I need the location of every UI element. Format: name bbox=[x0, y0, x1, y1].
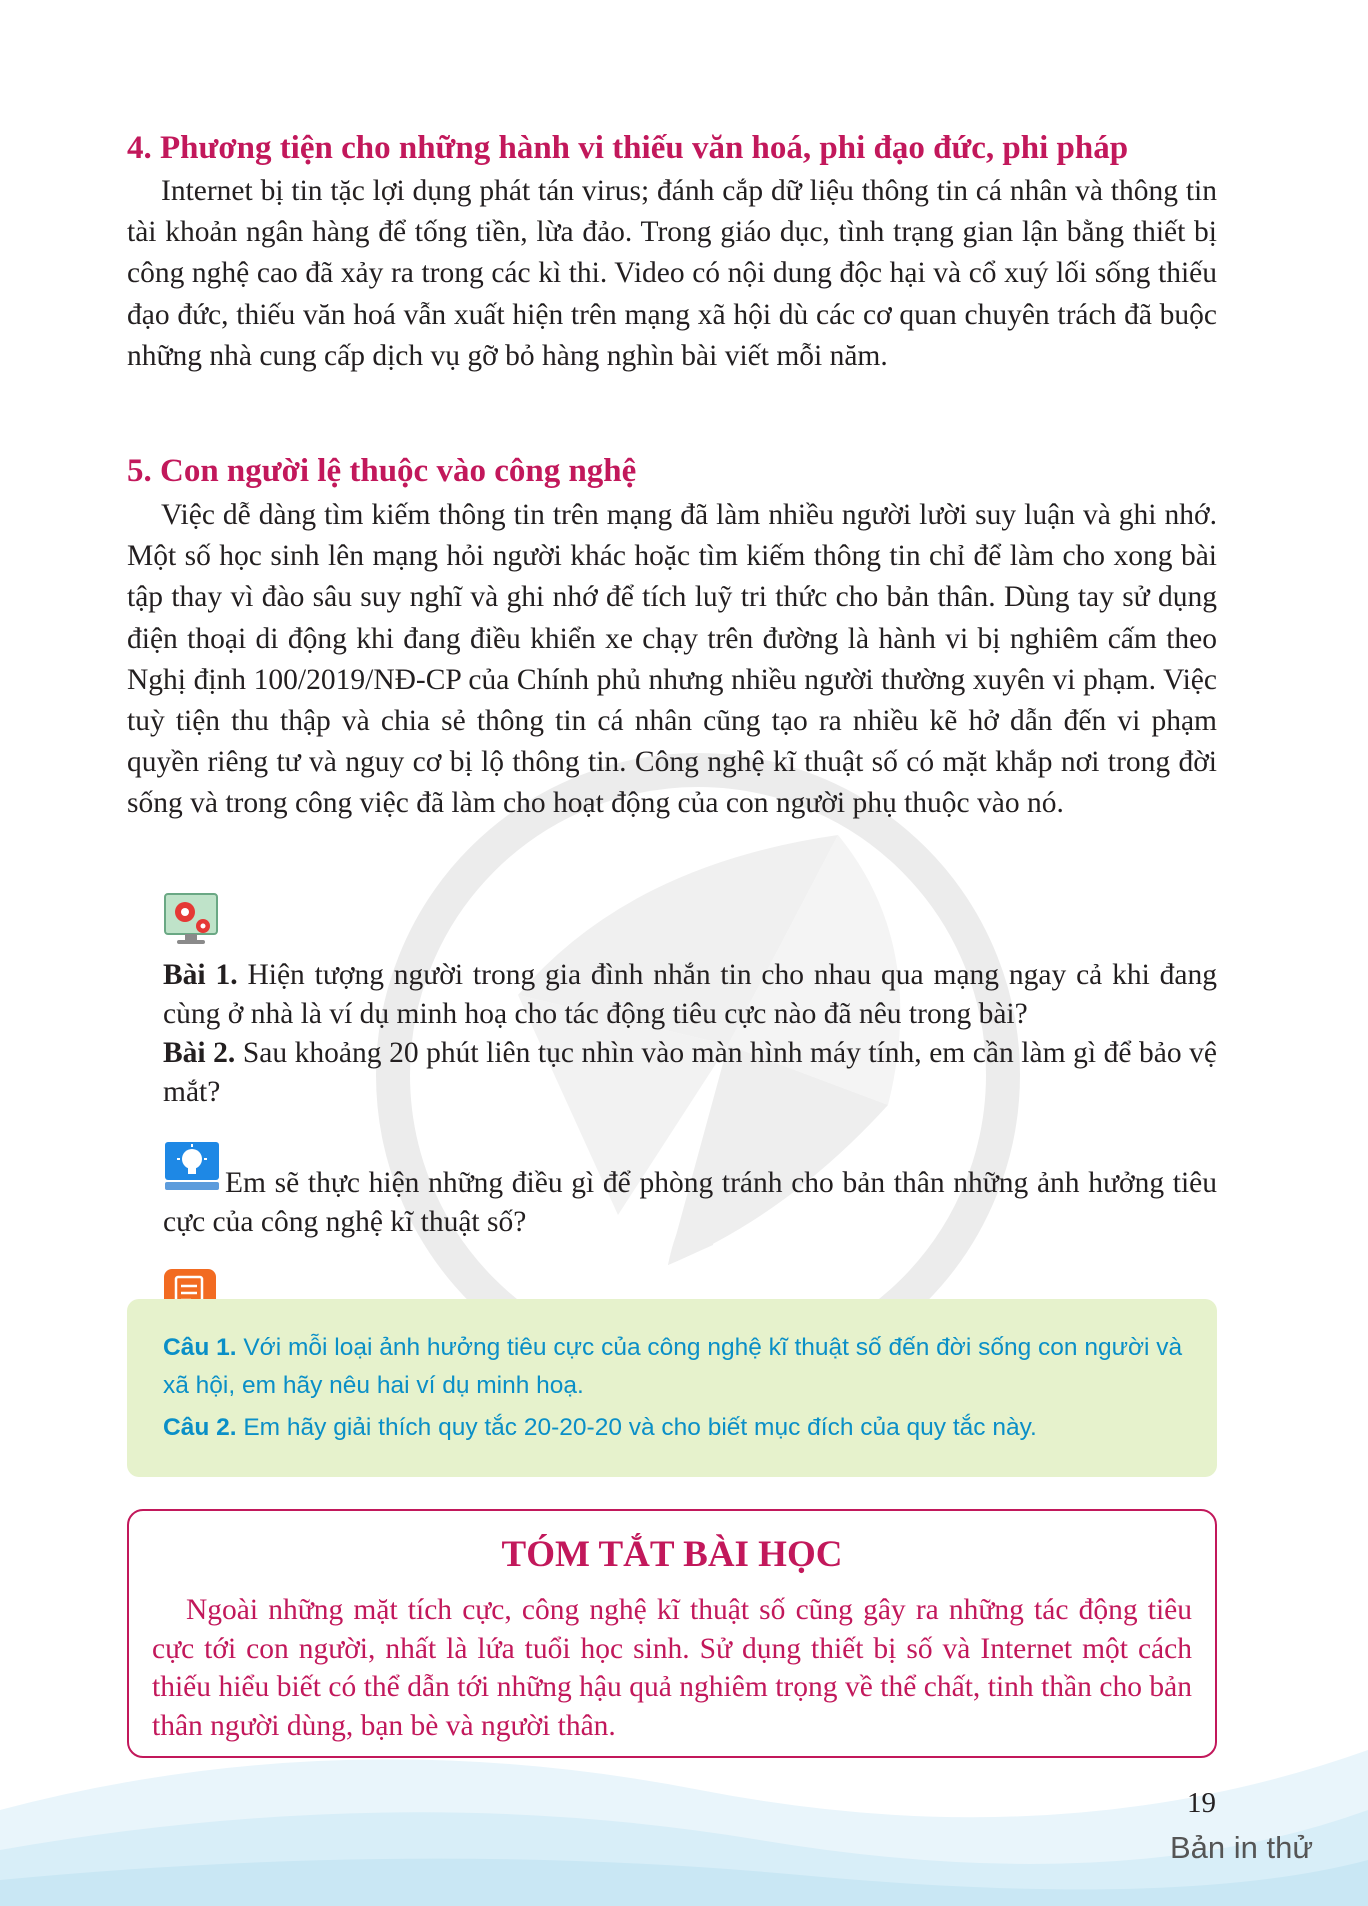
section-4-heading: 4. Phương tiện cho những hành vi thiếu văn hoá, phi đạo đức, phi pháp bbox=[127, 130, 1129, 166]
draft-label: Bản in thử bbox=[1170, 1830, 1314, 1865]
question-2-text: Em hãy giải thích quy tắc 20-20-20 và cho biết mục đích của quy tắc này. bbox=[236, 1414, 1037, 1441]
review-questions-box bbox=[127, 1299, 1217, 1477]
question-1-label: Câu 1. bbox=[163, 1334, 237, 1361]
exercise-2-text: Sau khoảng 20 phút liên tục nhìn vào màn hình máy tính, em cần làm gì để bảo vệ mắt? bbox=[163, 1037, 1217, 1108]
exercise-2-label: Bài 2. bbox=[163, 1037, 236, 1069]
page-number: 19 bbox=[1187, 1787, 1216, 1819]
exercise-1-text: Hiện tượng người trong gia đình nhắn tin cho nhau qua mạng ngay cả khi đang cùng ở nhà là ví dụ minh hoạ cho tác động tiêu cực nào đã nêu trong bài? bbox=[163, 959, 1218, 1030]
section-5-heading: 5. Con người lệ thuộc vào công nghệ bbox=[127, 453, 637, 489]
lesson-summary-box bbox=[127, 1509, 1217, 1758]
question-1 bbox=[163, 1329, 1193, 1405]
section-5-paragraph: Việc dễ dàng tìm kiếm thông tin trên mạng đã làm nhiều người lười suy luận và ghi nhớ. Một số học sinh lên mạng hỏi người khác hoặc tìm kiếm thông tin chỉ để làm cho xong bài tập thay vì đào sâu suy nghĩ và ghi nhớ để tích luỹ tri thức cho bản thân. Dùng tay sử dụng điện thoại di động khi đang điều khiển xe chạy trên đường là hành vi bị nghiêm cấm theo Nghị định 100/2019/NĐ-CP của Chính phủ nhưng nhiều người thường xuyên vi phạm. Việc tuỳ tiện thu thập và chia sẻ thông tin cá nhân cũng tạo ra nhiều kẽ hở dẫn đến vi phạm quyền riêng tư và nguy cơ bị lộ thông tin. Công nghệ kĩ thuật số có mặt khắp nơi trong đời sống và trong công việc đã làm cho hoạt động của con người phụ thuộc vào nó. bbox=[127, 499, 1217, 820]
gear-screen-icon bbox=[163, 892, 219, 948]
question-1-text: Với mỗi loại ảnh hưởng tiêu cực của công nghệ kĩ thuật số đến đời sống con người và xã hội, em hãy nêu hai ví dụ minh hoạ. bbox=[163, 1334, 1183, 1399]
summary-title: TÓM TẮT BÀI HỌC bbox=[501, 1534, 843, 1575]
question-2 bbox=[163, 1409, 1193, 1447]
summary-text: Ngoài những mặt tích cực, công nghệ kĩ thuật số cũng gây ra những tác động tiêu cực tới con người, nhất là lứa tuổi học sinh. Sử dụng thiết bị số và Internet một cách thiếu hiểu biết có thể dẫn tới những hậu quả nghiêm trọng về thể chất, tinh thần cho bản thân người dùng, bạn bè và người thân. bbox=[152, 1594, 1192, 1742]
exercise-1-label: Bài 1. bbox=[163, 959, 238, 991]
question-2-label: Câu 2. bbox=[163, 1414, 237, 1441]
exercise-1 bbox=[163, 956, 1217, 1034]
apply-text: Em sẽ thực hiện những điều gì để phòng tránh cho bản thân những ảnh hưởng tiêu cực của công nghệ kĩ thuật số? bbox=[163, 1167, 1217, 1238]
exercise-2 bbox=[163, 1034, 1217, 1112]
section-4-paragraph: Internet bị tin tặc lợi dụng phát tán virus; đánh cắp dữ liệu thông tin cá nhân và thông tin tài khoản ngân hàng để tống tiền, lừa đảo. Trong giáo dục, tình trạng gian lận bằng thiết bị công nghệ cao đã xảy ra trong các kì thi. Video có nội dung độc hại và cổ xuý lối sống thiếu đạo đức, thiếu văn hoá vẫn xuất hiện trên mạng xã hội dù các cơ quan chuyên trách đã buộc những nhà cung cấp dịch vụ gỡ bỏ hàng nghìn bài viết mỗi năm. bbox=[127, 175, 1217, 372]
